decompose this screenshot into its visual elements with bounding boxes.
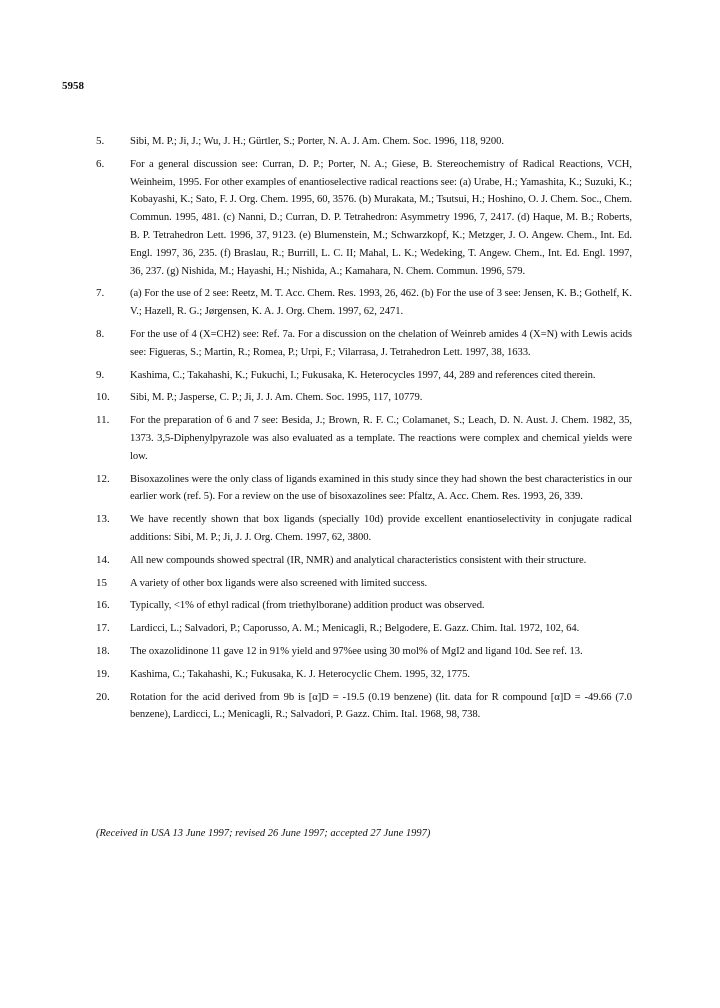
reference-number: 6.	[96, 157, 105, 170]
reference-number: 15	[96, 576, 107, 589]
reference-text: All new compounds showed spectral (IR, NMR) and analytical characteristics consistent with their structure.	[130, 554, 587, 566]
reference-text: Sibi, M. P.; Jasperse, C. P.; Ji, J. J. Am. Chem. Soc. 1995, 117, 10779.	[130, 392, 423, 404]
reference-item	[96, 666, 632, 684]
reference-text: Bisoxazolines were the only class of ligands examined in this study since they had shown the best characteristics in our earlier work (ref. 5). For a review on the use of bisoxazolines see: Pfaltz, A. Acc. Chem. Res. 1993, 26, 339.	[130, 473, 632, 503]
reference-number: 16.	[96, 599, 110, 612]
reference-number: 13.	[96, 513, 110, 526]
reference-text: Rotation for the acid derived from 9b is [α]D = -19.5 (0.19 benzene) (lit. data for R compound [α]D = -49.66 (7.0 benzene), Lardicci, L.; Menicagli, R.; Salvadori, P. Gazz. Chim. Ital. 1968, 98, 738.	[130, 691, 632, 721]
received-dates: (Received in USA 13 June 1997; revised 26 June 1997; accepted 27 June 1997)	[96, 828, 431, 839]
reference-item	[96, 326, 632, 362]
reference-item	[96, 552, 632, 570]
reference-item	[96, 689, 632, 725]
reference-text: We have recently shown that box ligands (specially 10d) provide excellent enantioselectivity in conjugate radical additions: Sibi, M. P.; Ji, J. J. Org. Chem. 1997, 62, 3800.	[130, 514, 632, 543]
reference-number: 18.	[96, 644, 110, 657]
reference-number: 19.	[96, 667, 110, 680]
reference-text: Kashima, C.; Takahashi, K.; Fukuchi, I.; Fukusaka, K. Heterocycles 1997, 44, 289 and references cited therein.	[130, 369, 596, 381]
reference-item	[96, 156, 632, 281]
reference-number: 20.	[96, 690, 110, 703]
reference-number: 7.	[96, 287, 105, 300]
reference-number: 14.	[96, 553, 110, 566]
reference-text: Kashima, C.; Takahashi, K.; Fukusaka, K. J. Heterocyclic Chem. 1995, 32, 1775.	[130, 668, 470, 680]
reference-text: A variety of other box ligands were also screened with limited success.	[130, 577, 428, 589]
reference-number: 12.	[96, 472, 110, 485]
reference-item	[96, 643, 632, 661]
reference-text: Sibi, M. P.; Ji, J.; Wu, J. H.; Gürtler, S.; Porter, N. A. J. Am. Chem. Soc. 1996, 118, 9200.	[130, 136, 505, 147]
page-number: 5958	[62, 80, 84, 92]
reference-item	[96, 367, 632, 385]
reference-number: 5.	[96, 135, 105, 147]
reference-number: 9.	[96, 368, 105, 381]
reference-item	[96, 597, 632, 615]
reference-item	[96, 620, 632, 638]
reference-item	[96, 285, 632, 321]
references-list	[96, 133, 632, 749]
reference-item	[96, 133, 632, 151]
reference-number: 8.	[96, 327, 105, 340]
reference-item	[96, 471, 632, 507]
reference-item	[96, 389, 632, 407]
reference-number: 17.	[96, 622, 110, 635]
reference-item	[96, 511, 632, 547]
reference-text: For the preparation of 6 and 7 see: Besida, J.; Brown, R. F. C.; Colamanet, S.; Leach, D. N. Aust. J. Chem. 1982, 35, 1373. 3,5-Diphenylpyrazole was also evaluated as a template. The reactions were complex and chemical yields were low.	[130, 415, 632, 462]
reference-text: The oxazolidinone 11 gave 12 in 91% yield and 97%ee using 30 mol% of MgI2 and ligand 10d. See ref. 13.	[130, 645, 583, 657]
reference-text: Lardicci, L.; Salvadori, P.; Caporusso, A. M.; Menicagli, R.; Belgodere, E. Gazz. Chim. Ital. 1972, 102, 64.	[130, 623, 580, 635]
reference-text: For the use of 4 (X=CH2) see: Ref. 7a. For a discussion on the chelation of Weinreb amides 4 (X=N) with Lewis acids see: Figueras, S.; Martin, R.; Romea, P.; Urpi, F.; Vilarrasa, J. Tetrahedron Lett. 1997, 38, 1633.	[130, 328, 632, 358]
reference-item	[96, 412, 632, 465]
reference-number: 10.	[96, 391, 110, 404]
reference-text: For a general discussion see: Curran, D. P.; Porter, N. A.; Giese, B. Stereochemistry of Radical Reactions, VCH, Weinheim, 1995. For other examples of enantioselective radical reactions see: (a) Urabe, H.; Yamashita, K.; Suzuki, K.; Kobayashi, K.; Sato, F. J. Org. Chem. 1995, 60, 3576. (b) Murakata, M.; Tsutsui, H.; Hoshino, O. J. Chem. Soc., Chem. Commun. 1995, 481. (c) Nanni, D.; Curran, D. P. Tetrahedron: Asymmetry 1996, 7, 2417. (d) Haque, M. B.; Roberts, B. P. Tetrahedron Lett. 1996, 37, 9123. (e) Blumenstein, M.; Schwarzkopf, K.; Metzger, J. O. Angew. Chem., Int. Ed. Engl. 1997, 36, 235. (f) Braslau, R.; Burrill, L. C. II; Mahal, L. K.; Wedeking, T. Angew. Chem., Int. Ed. Engl. 1997, 36, 237. (g) Nishida, M.; Hayashi, H.; Nishida, A.; Kamahara, N. Chem. Commun. 1996, 579.	[130, 158, 632, 277]
reference-text: Typically, <1% of ethyl radical (from triethylborane) addition product was observed.	[130, 600, 485, 612]
reference-number: 11.	[96, 414, 110, 427]
reference-item	[96, 575, 632, 593]
reference-text: (a) For the use of 2 see: Reetz, M. T. Acc. Chem. Res. 1993, 26, 462. (b) For the use of 3 see: Jensen, K. B.; Gothelf, K. V.; Hazell, R. G.; Jørgensen, K. A. J. Org. Chem. 1997, 62, 2471.	[130, 288, 632, 318]
